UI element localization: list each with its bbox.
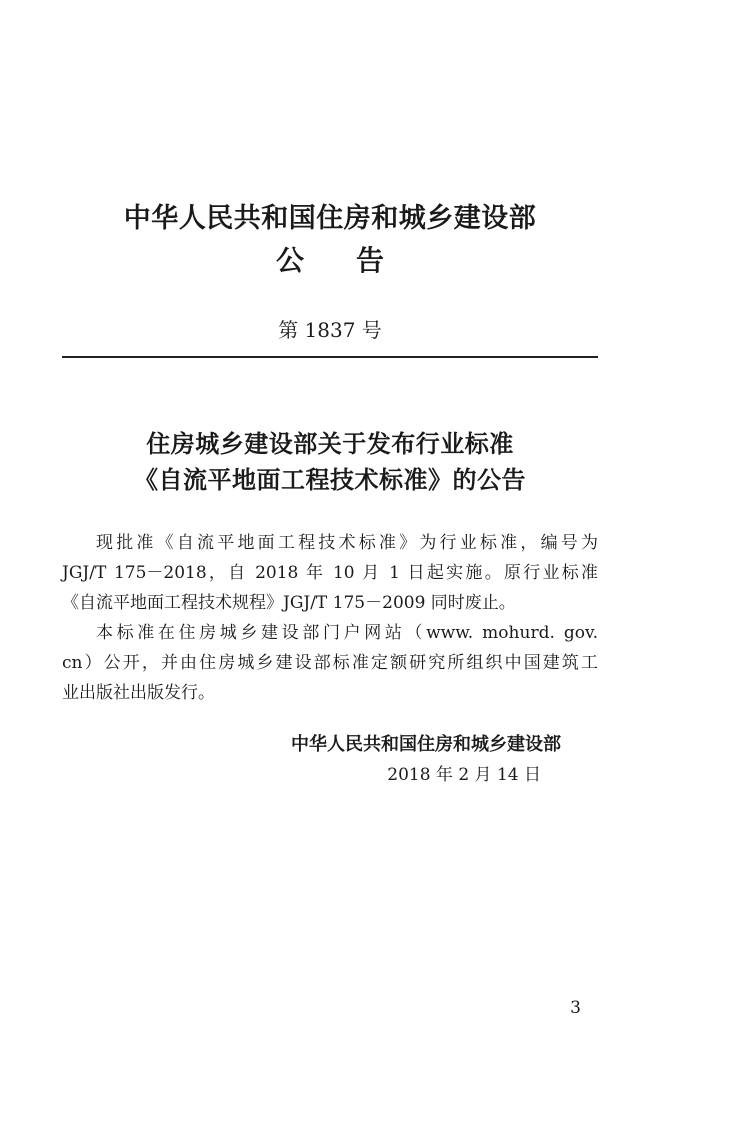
announcement-title-line-1: 住房城乡建设部关于发布行业标准 [146, 429, 514, 458]
signature-organization: 中华人民共和国住房和城乡建设部 [291, 734, 561, 755]
paragraph-line: 《自流平地面工程技术规程》JGJ/T 175－2009 同时废止。 [62, 593, 516, 613]
paragraph-line: JGJ/T 175－2018，自 2018 年 10 月 1 日起实施。原行业标准 [62, 563, 598, 583]
page-number: 3 [570, 998, 581, 1018]
paragraph-line: 现批准《自流平地面工程技术标准》为行业标准，编号为 [96, 533, 598, 553]
announcement-title-line-2: 《自流平地面工程技术标准》的公告 [134, 465, 526, 494]
signature-date: 2018 年 2 月 14 日 [387, 765, 541, 785]
issuer-heading: 中华人民共和国住房和城乡建设部 [123, 203, 537, 234]
paragraph-line: 本标准在住房城乡建设部门户网站（www. mohurd. gov. [96, 623, 598, 643]
body-paragraph-2 [62, 618, 598, 708]
document-number: 第 1837 号 [278, 318, 382, 342]
paragraph-line: cn）公开，并由住房城乡建设部标准定额研究所组织中国建筑工 [62, 653, 598, 673]
paragraph-line: 业出版社出版发行。 [62, 683, 215, 703]
header-divider [62, 356, 598, 358]
document-type-heading: 公告 [275, 244, 436, 277]
body-paragraph-1 [62, 528, 598, 618]
